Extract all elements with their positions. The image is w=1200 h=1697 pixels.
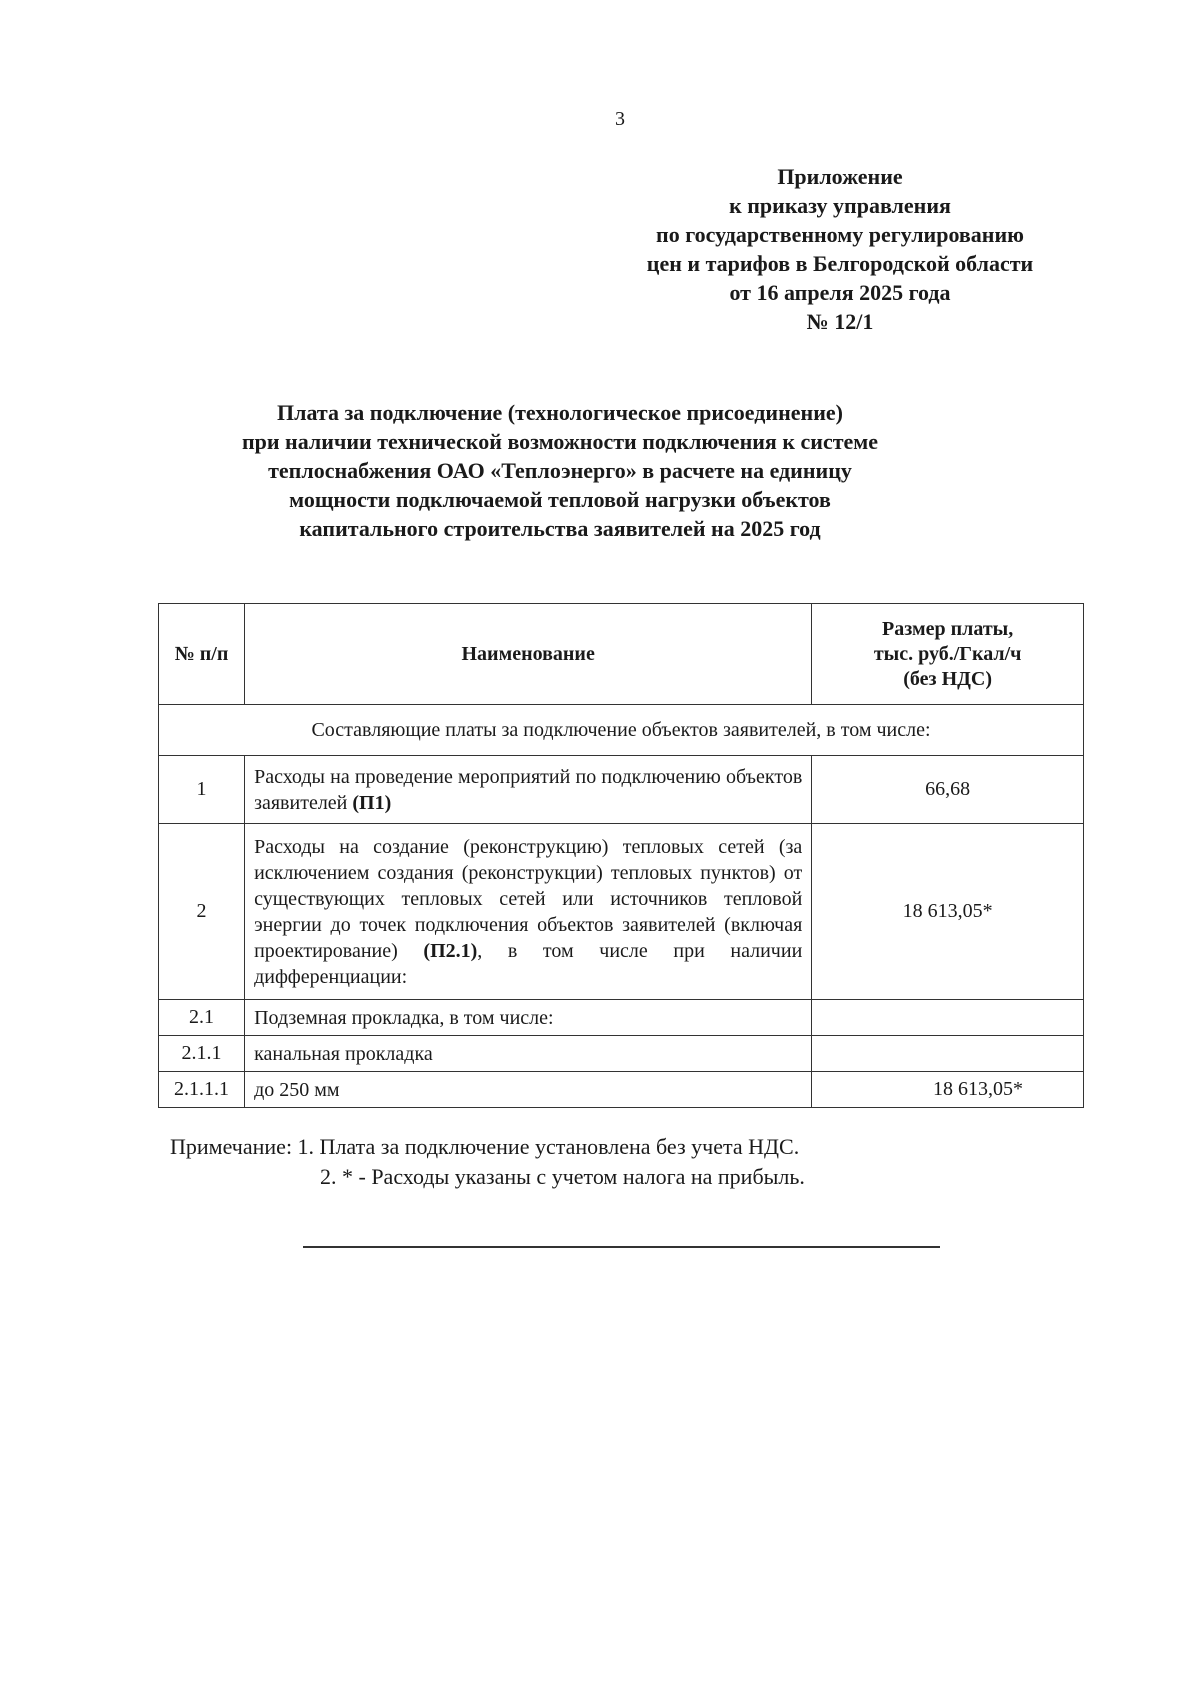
row-num: 2.1.1.1 xyxy=(159,1072,245,1108)
table-row xyxy=(159,1072,1084,1108)
row-num: 2.1 xyxy=(159,1000,245,1036)
document-title xyxy=(150,398,970,543)
table-row xyxy=(159,824,1084,1000)
header-num: № п/п xyxy=(159,604,245,705)
notes xyxy=(170,1132,1070,1192)
header-fee-line: Размер платы, xyxy=(882,617,1014,640)
row-name xyxy=(245,824,812,1000)
row-name: Подземная прокладка, в том числе: xyxy=(245,1000,812,1036)
table-row xyxy=(159,756,1084,824)
page-number: 3 xyxy=(615,108,625,130)
row-num: 2.1.1 xyxy=(159,1036,245,1072)
title-line: Плата за подключение (технологическое присоединение) xyxy=(277,400,843,425)
row-name-text: Расходы на проведение мероприятий по подключению объектов заявителей xyxy=(254,765,803,814)
table-row xyxy=(159,1036,1084,1072)
title-line: мощности подключаемой тепловой нагрузки объектов xyxy=(289,487,831,512)
title-line: теплоснабжения ОАО «Теплоэнерго» в расчете на единицу xyxy=(268,458,852,483)
end-divider xyxy=(303,1246,940,1248)
appendix-line: Приложение xyxy=(777,164,903,189)
row-name: канальная прокладка xyxy=(245,1036,812,1072)
row-name-tail: , в том числе при наличии дифференциации: xyxy=(254,939,803,988)
appendix-line: от 16 апреля 2025 года xyxy=(729,280,951,305)
row-name-text: Расходы на создание (реконструкцию) тепловых сетей (за исключением создания (реконструкции) тепловых пунктов) от существующих тепловых сетей или источников тепловой энергии до точек подключения объектов заявителей (включая проектирование) xyxy=(254,835,803,962)
row-name: до 250 мм xyxy=(245,1072,812,1108)
note-line: 2. * - Расходы указаны с учетом налога на прибыль. xyxy=(320,1164,805,1189)
row-name xyxy=(245,756,812,824)
row-name-code: (П1) xyxy=(352,791,392,814)
header-fee-line: (без НДС) xyxy=(903,667,992,690)
row-num: 1 xyxy=(159,756,245,824)
note-line: Примечание: 1. Плата за подключение установлена без учета НДС. xyxy=(170,1134,800,1159)
title-line: при наличии технической возможности подключения к системе xyxy=(241,429,879,454)
row-name-code: (П2.1) xyxy=(423,939,478,962)
fees-table xyxy=(158,603,1084,1108)
row-fee xyxy=(812,1000,1084,1036)
appendix-line: цен и тарифов в Белгородской области xyxy=(646,251,1034,276)
row-num: 2 xyxy=(159,824,245,1000)
table-header-row xyxy=(159,604,1084,705)
appendix-line: по государственному регулированию xyxy=(656,222,1024,247)
header-fee xyxy=(812,604,1084,705)
header-name: Наименование xyxy=(245,604,812,705)
appendix-line: к приказу управления xyxy=(729,193,951,218)
appendix-header xyxy=(620,162,1060,336)
section-label: Составляющие платы за подключение объектов заявителей, в том числе: xyxy=(159,705,1084,756)
row-fee: 66,68 xyxy=(812,756,1084,824)
header-fee-line: тыс. руб./Гкал/ч xyxy=(873,642,1022,665)
appendix-line: № 12/1 xyxy=(806,309,874,334)
title-line: капитального строительства заявителей на 2025 год xyxy=(299,516,821,541)
row-fee: 18 613,05* xyxy=(812,824,1084,1000)
row-fee: 18 613,05* xyxy=(812,1072,1084,1108)
table-row xyxy=(159,1000,1084,1036)
section-row xyxy=(159,705,1084,756)
row-fee xyxy=(812,1036,1084,1072)
